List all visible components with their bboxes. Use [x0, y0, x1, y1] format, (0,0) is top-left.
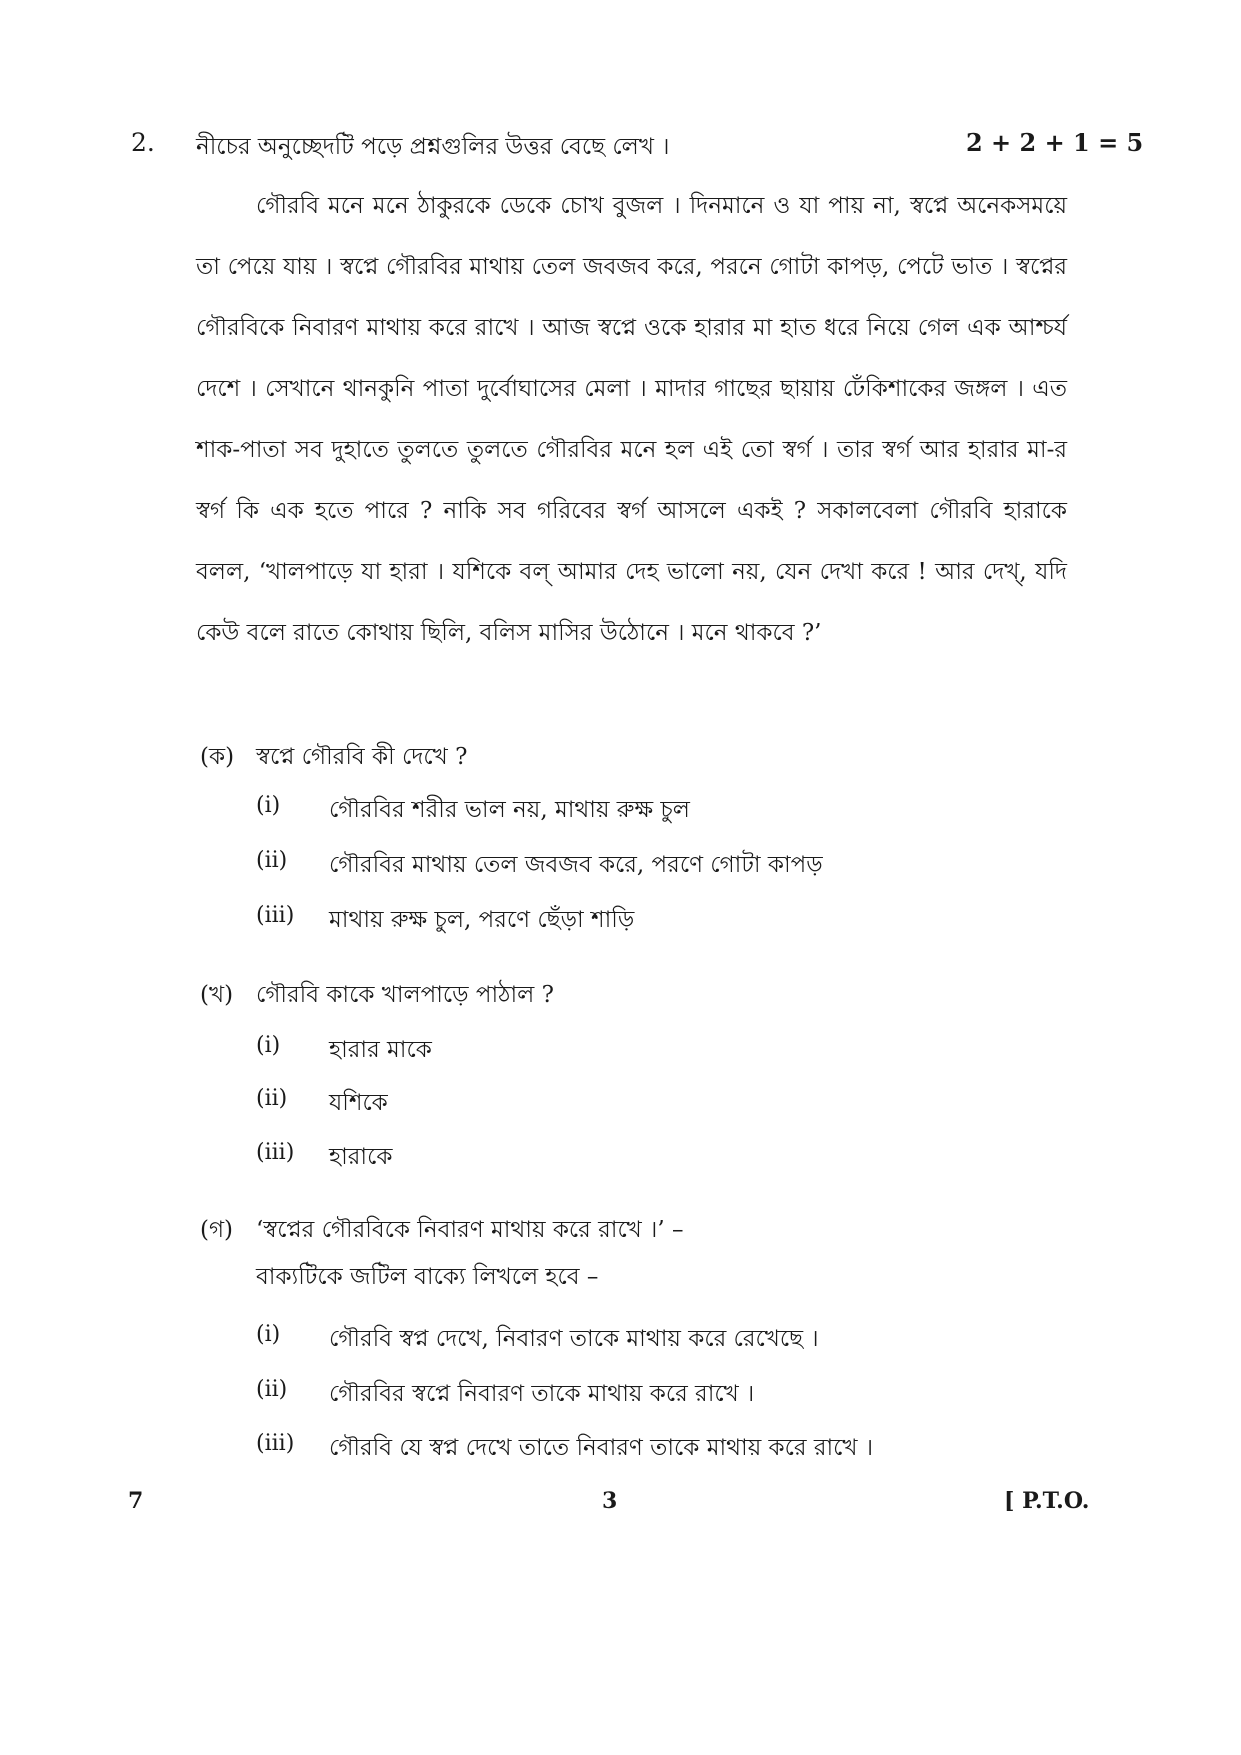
option-kha-2-text: যশিকে — [329, 1090, 388, 1116]
subquestion-ga-text: ‘স্বপ্নের গৌরবিকে নিবারণ মাথায় করে রাখে ।’ – — [256, 1217, 684, 1243]
option-ga-1-text: গৌরবি স্বপ্ন দেখে, নিবারণ তাকে মাথায় করে রেখেছে । — [329, 1326, 819, 1352]
question-instruction: নীচের অনুচ্ছেদটি পড়ে প্রশ্নগুলির উত্তর বেছে লেখ । — [196, 134, 670, 160]
option-ga-2-text: গৌরবির স্বপ্নে নিবারণ তাকে মাথায় করে রাখে । — [329, 1381, 755, 1407]
subquestion-ga-text-2: বাক্যটিকে জটিল বাক্যে লিখলে হবে – — [256, 1264, 599, 1290]
question-marks: 2 + 2 + 1 = 5 — [966, 128, 1144, 157]
option-ga-1-label: (i) — [256, 1322, 281, 1347]
subquestion-ka-label: (ক) — [200, 744, 235, 770]
option-ka-1-label: (i) — [256, 793, 281, 818]
pto-label: [ P.T.O. — [1004, 1488, 1090, 1514]
subquestion-kha-label: (খ) — [200, 982, 234, 1008]
option-ka-2-label: (ii) — [256, 848, 288, 873]
option-ka-2-text: গৌরবির মাথায় তেল জবজব করে, পরণে গোটা কাপড় — [329, 852, 823, 878]
subquestion-kha-text: গৌরবি কাকে খালপাড়ে পাঠাল ? — [256, 982, 554, 1008]
option-kha-1-label: (i) — [256, 1033, 281, 1058]
option-kha-2-label: (ii) — [256, 1086, 288, 1111]
page-number: 3 — [602, 1488, 618, 1514]
subquestion-ka-text: স্বপ্নে গৌরবি কী দেখে ? — [256, 744, 468, 770]
option-ka-3-text: মাথায় রুক্ষ চুল, পরণে ছেঁড়া শাড়ি — [329, 907, 635, 933]
option-ga-2-label: (ii) — [256, 1377, 288, 1402]
option-kha-3-label: (iii) — [256, 1140, 295, 1165]
subquestion-ga-label: (গ) — [200, 1217, 234, 1243]
option-ka-1-text: গৌরবির শরীর ভাল নয়, মাথায় রুক্ষ চুল — [329, 797, 690, 823]
question-number: 2. — [131, 128, 155, 157]
option-kha-3-text: হারাকে — [329, 1144, 393, 1170]
option-ga-3-label: (iii) — [256, 1431, 295, 1456]
option-kha-1-text: হারার মাকে — [329, 1037, 432, 1063]
footer-code: 7 — [128, 1488, 144, 1514]
option-ga-3-text: গৌরবি যে স্বপ্ন দেখে তাতে নিবারণ তাকে মাথায় করে রাখে । — [329, 1435, 874, 1461]
option-ka-3-label: (iii) — [256, 903, 295, 928]
passage-text: গৌরবি মনে মনে ঠাকুরকে ডেকে চোখ বুজল । দিনমানে ও যা পায় না, স্বপ্নে অনেকসময়ে তা পেয়ে যায় । স্বপ্নে গৌরবির মাথায় তেল জবজব করে, পরনে গোটা কাপড়, পেটে ভাত । স্বপ্নের গৌরবিকে নিবারণ মাথায় করে রাখে । আজ স্বপ্নে ওকে হারার মা হাত ধরে নিয়ে গেল এক আশ্চর্য দেশে । সেখানে থানকুনি পাতা দুর্বোঘাসের মেলা । মাদার গাছের ছায়ায় ঢেঁকিশাকের জঙ্গল । এত শাক-পাতা সব দুহাতে তুলতে তুলতে গৌরবির মনে হল এই তো স্বর্গ । তার স্বর্গ আর হারার মা-র স্বর্গ কি এক হতে পারে ? নাকি সব গরিবের স্বর্গ আসলে একই ? সকালবেলা গৌরবি হারাকে বলল, ‘খালপাড়ে যা হারা । যশিকে বল্ আমার দেহ ভালো নয়, যেন দেখা করে ! আর দেখ্, যদি কেউ বলে রাতে কোথায় ছিলি, বলিস মাসির উঠোনে । মনে থাকবে ?’ — [196, 193, 1067, 646]
